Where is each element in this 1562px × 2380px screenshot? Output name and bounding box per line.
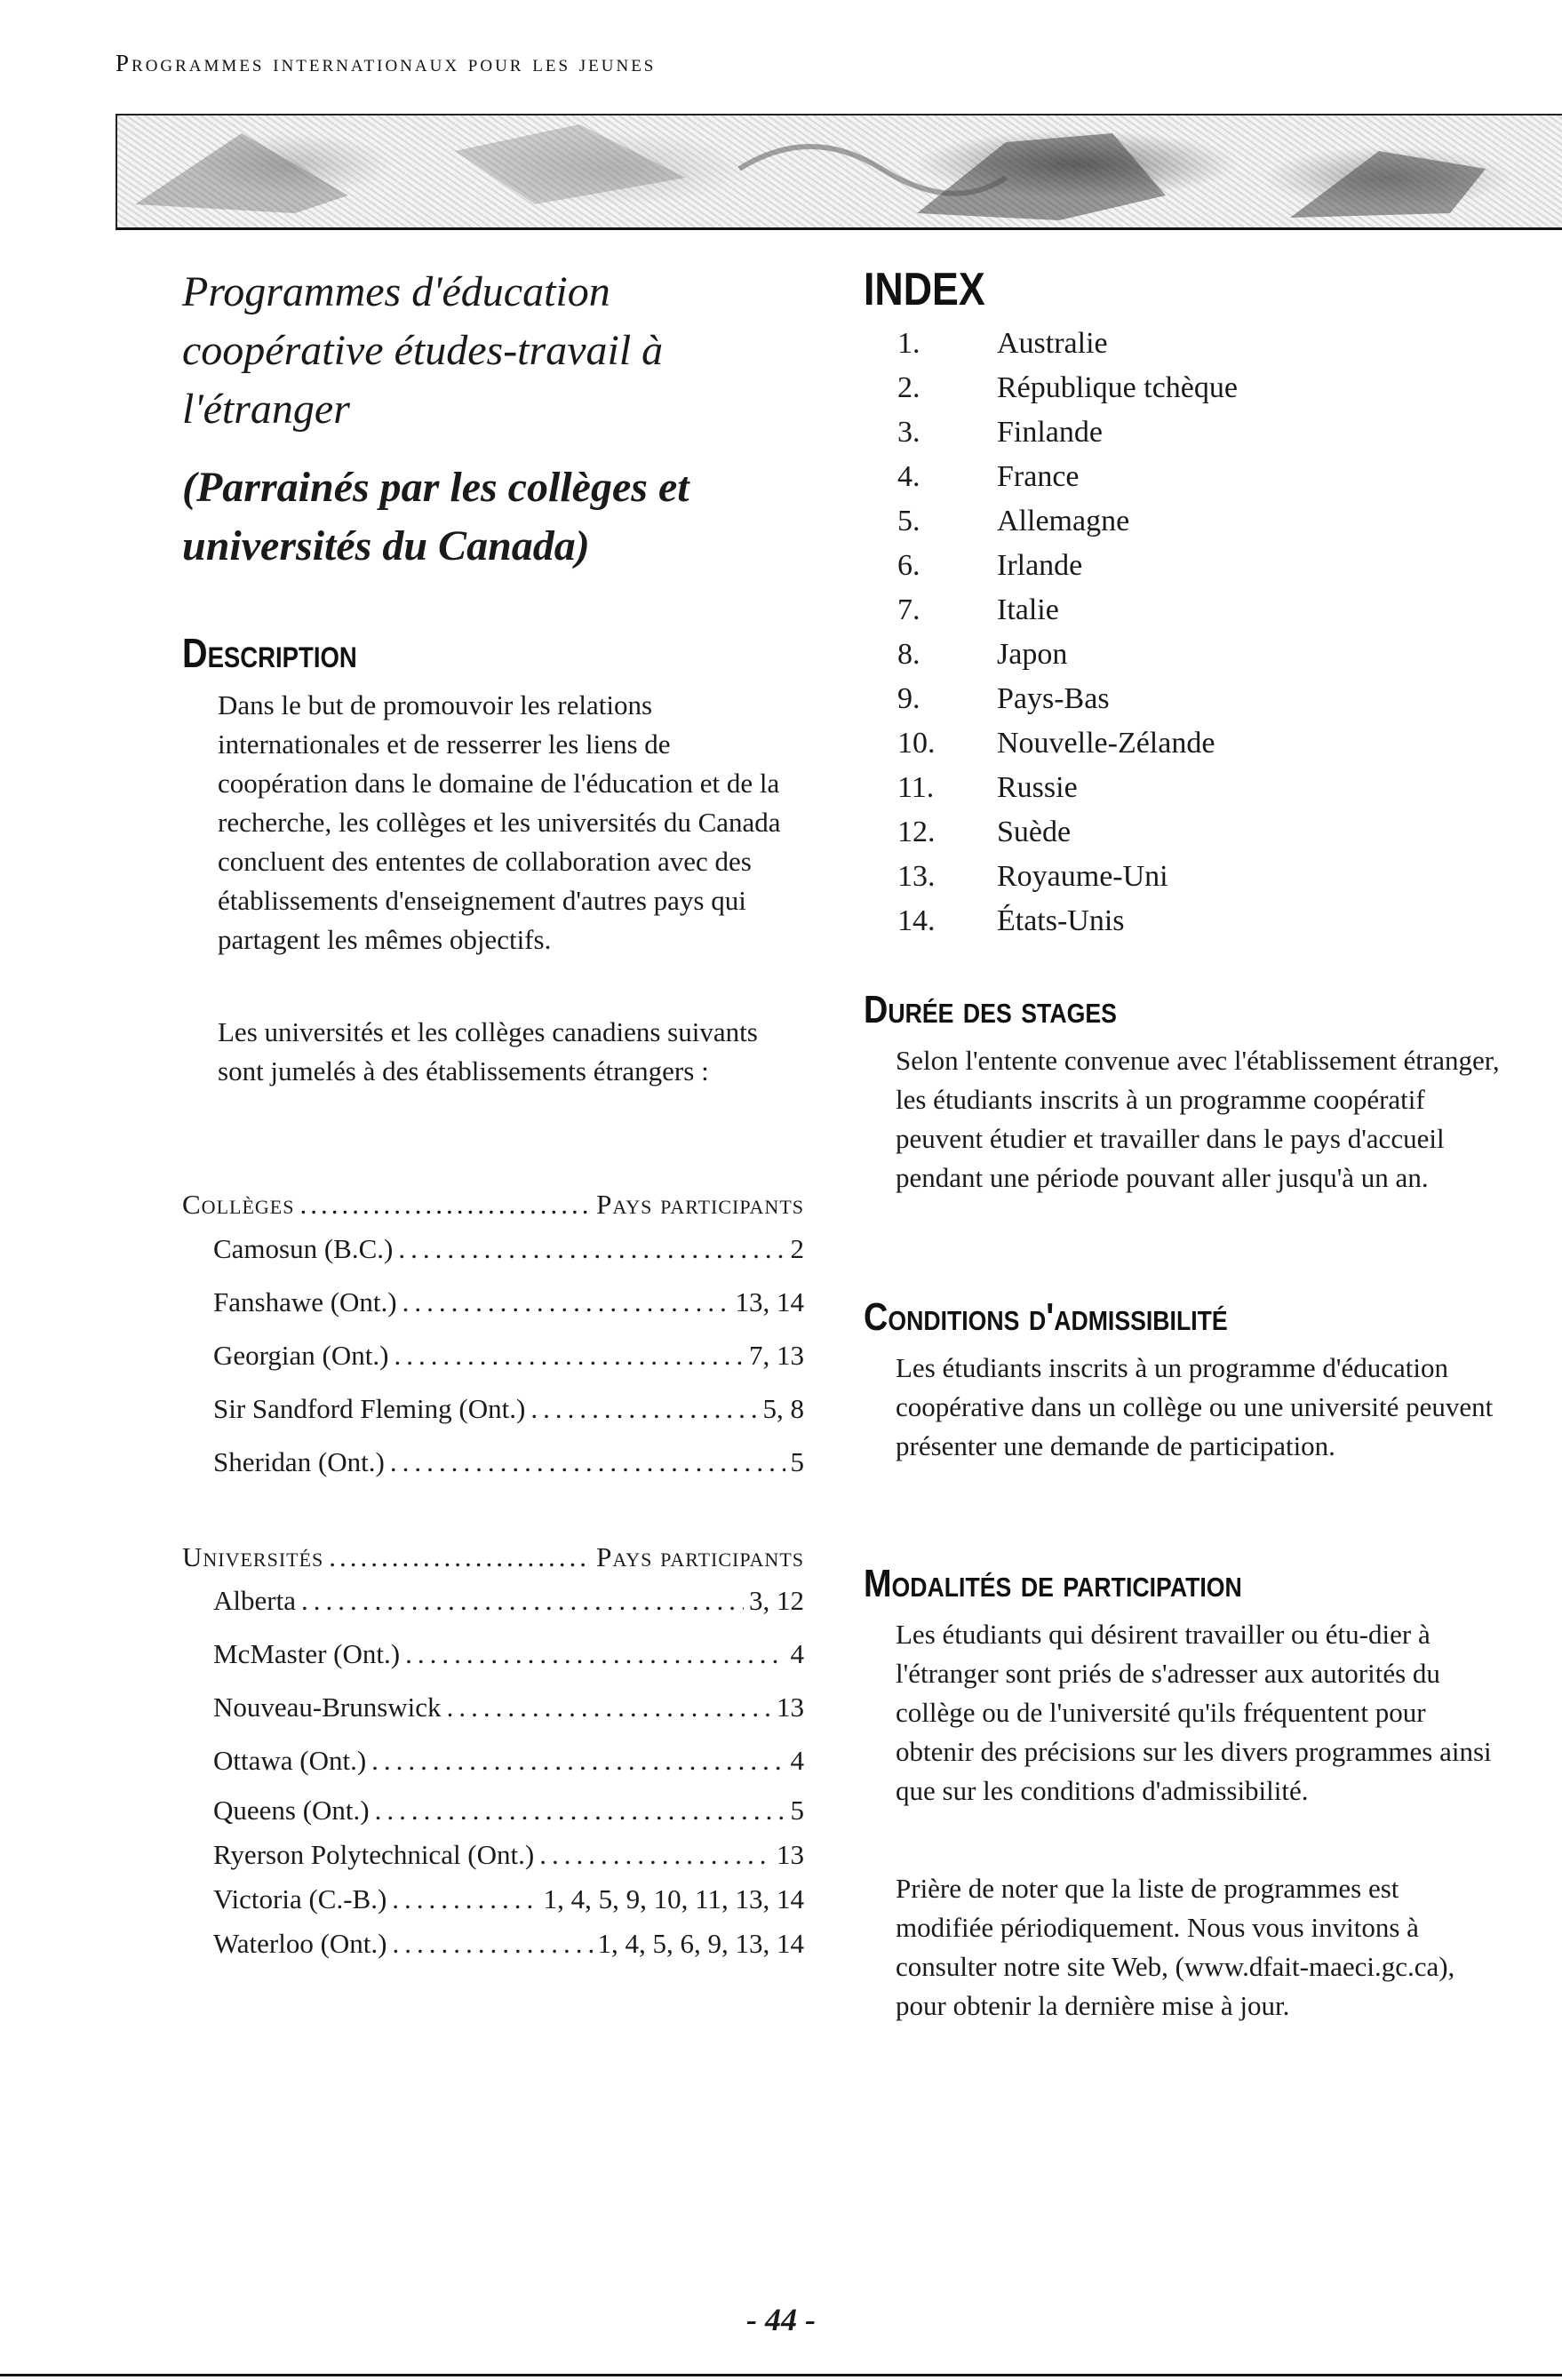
index-number: 3. [897,416,920,449]
college-countries: 2 [790,1233,804,1264]
index-item [897,499,1238,544]
index-item [897,410,1238,455]
college-name: Sir Sandford Fleming (Ont.) [213,1393,526,1424]
index-item [897,721,1238,766]
index-item [897,899,1238,943]
index-item [897,677,1238,721]
index-country: Italie [997,593,1059,626]
index-number: 10. [897,727,936,760]
index-country: République tchèque [997,371,1238,404]
index-item [897,633,1238,677]
index-country: Finlande [997,416,1103,449]
leader-dots [394,1340,744,1372]
index-number: 8. [897,638,920,671]
colleges-header-countries: Pays participants [596,1189,804,1220]
modalites-heading: Modalités de participation [864,1562,1242,1605]
leader-dots [390,1446,785,1478]
index-country: États-Unis [997,904,1125,937]
index-item [897,766,1238,810]
index-country: Nouvelle-Zélande [997,727,1215,760]
index-number: 2. [897,371,920,404]
university-name: Nouveau-Brunswick [213,1691,442,1723]
leader-dots [398,1233,785,1265]
index-number: 7. [897,593,920,626]
college-row [213,1393,804,1446]
colleges-header [182,1189,804,1221]
leader-dots [393,1928,593,1960]
university-name: Ryerson Polytechnical (Ont.) [213,1839,535,1870]
leader-dots [539,1839,771,1871]
leader-dots [402,1286,730,1318]
university-name: Victoria (C.-B.) [213,1883,387,1914]
index-country: Allemagne [997,505,1130,537]
college-countries: 5, 8 [762,1393,804,1424]
modalites-text-1: Les étudiants qui désirent travailler ou étu-dier à l'étranger sont priés de s'adresser aux autorités du collège ou de l'université qu'ils fréquentent pour obtenir des précisions sur les divers programmes ainsi que sur les conditions d'admissibilité. [896,1619,1492,1806]
index-item [897,455,1238,499]
index-country: Japon [997,638,1068,671]
running-head: Programmes internationaux pour les jeunes [116,50,657,76]
index-number: 5. [897,505,920,537]
index-country: Pays-Bas [997,682,1110,715]
universities-list [213,1585,804,1972]
index-item [897,322,1238,366]
university-name: Alberta [213,1585,296,1616]
college-name: Sheridan (Ont.) [213,1446,385,1477]
leader-dots [530,1393,757,1425]
modalites-text-2: Prière de noter que la liste de programmes est modifiée périodiquement. Nous vous invitons à consulter notre site Web, (www.dfait-maeci.gc.ca), pour obtenir la dernière mise à jour. [896,1873,1455,2021]
index-country: Royaume-Uni [997,860,1168,893]
university-countries: 4 [790,1745,804,1776]
university-countries: 1, 4, 5, 6, 9, 13, 14 [597,1928,804,1959]
university-row [213,1883,804,1928]
universities-header [182,1541,804,1573]
leader-dots [392,1883,538,1915]
index-number: 14. [897,904,936,937]
page-title: Programmes d'éducation coopérative études-travail à l'étranger [182,268,664,433]
conditions-text: Les étudiants inscrits à un programme d'éducation coopérative dans un collège ou une université peuvent présenter une demande de participation. [896,1352,1494,1461]
description-paragraph-1: Dans le but de promouvoir les relations internationales et de resserrer les liens de coopération dans le domaine de l'éducation et de la recherche, les collèges et les universités du Canada concluent des ententes de collaboration avec des établissements d'enseignement d'autres pays qui partagent les mêmes objectifs. [218,689,781,955]
university-countries: 1, 4, 5, 9, 10, 11, 13, 14 [543,1883,804,1914]
index-number: 1. [897,327,920,360]
leader-dots [371,1745,785,1777]
university-countries: 13 [777,1691,804,1723]
index-country: Irlande [997,549,1083,582]
bottom-rule [0,2374,1562,2376]
index-item [897,588,1238,633]
university-name: Queens (Ont.) [213,1795,370,1826]
index-item [897,810,1238,855]
university-row [213,1928,804,1972]
description-heading: Description [182,630,357,676]
duree-text: Selon l'entente convenue avec l'établissement étranger, les étudiants inscrits à un programme coopératif peuvent étudier et travailler dans le pays d'accueil pendant une période pouvant aller jusqu'à un an. [896,1045,1500,1193]
university-row [213,1691,804,1745]
index-country: Suède [997,816,1072,848]
college-name: Camosun (B.C.) [213,1233,394,1264]
college-row [213,1340,804,1393]
leader-dots [447,1691,771,1723]
leader-dots [301,1585,744,1617]
leader-dots [375,1795,785,1827]
college-name: Fanshawe (Ont.) [213,1286,397,1317]
university-row [213,1795,804,1839]
duree-heading: Durée des stages [864,988,1117,1031]
university-row [213,1745,804,1795]
university-name: Ottawa (Ont.) [213,1745,367,1776]
college-row [213,1233,804,1286]
leader-dots [329,1541,591,1573]
index-country: Australie [997,327,1108,360]
index-country: France [997,460,1080,493]
index-number: 6. [897,549,920,582]
index-number: 11. [897,771,935,804]
university-name: Waterloo (Ont.) [213,1928,387,1959]
college-row [213,1286,804,1340]
description-paragraph-2: Les universités et les collèges canadiens suivants sont jumelés à des établissements étrangers : [218,1016,758,1087]
university-row [213,1585,804,1638]
banner-artwork [117,115,1562,224]
university-countries: 5 [790,1795,804,1826]
university-countries: 4 [790,1638,804,1669]
conditions-heading: Conditions d'admissibilité [864,1295,1228,1339]
leader-dots [405,1638,785,1670]
index-list [897,322,1238,943]
index-country: Russie [997,771,1078,804]
index-item [897,366,1238,410]
universities-header-countries: Pays participants [596,1541,804,1572]
decorative-banner [116,114,1562,230]
leader-dots [299,1189,591,1221]
index-number: 4. [897,460,920,493]
college-countries: 13, 14 [735,1286,804,1317]
colleges-header-label: Collèges [182,1189,295,1220]
index-item [897,544,1238,588]
college-name: Georgian (Ont.) [213,1340,389,1371]
index-number: 13. [897,860,936,893]
university-row [213,1839,804,1883]
university-countries: 3, 12 [749,1585,804,1616]
page-subtitle: (Parrainés par les collèges et universités du Canada) [182,464,689,569]
college-countries: 5 [790,1446,804,1477]
universities-header-label: Universités [182,1541,324,1572]
index-number: 12. [897,816,936,848]
index-number: 9. [897,682,920,715]
index-heading: INDEX [864,264,985,315]
university-row [213,1638,804,1691]
university-countries: 13 [777,1839,804,1870]
college-row [213,1446,804,1500]
index-item [897,855,1238,899]
university-name: McMaster (Ont.) [213,1638,401,1669]
page-number: - 44 - [746,2302,816,2337]
college-countries: 7, 13 [749,1340,804,1371]
colleges-list [213,1233,804,1500]
